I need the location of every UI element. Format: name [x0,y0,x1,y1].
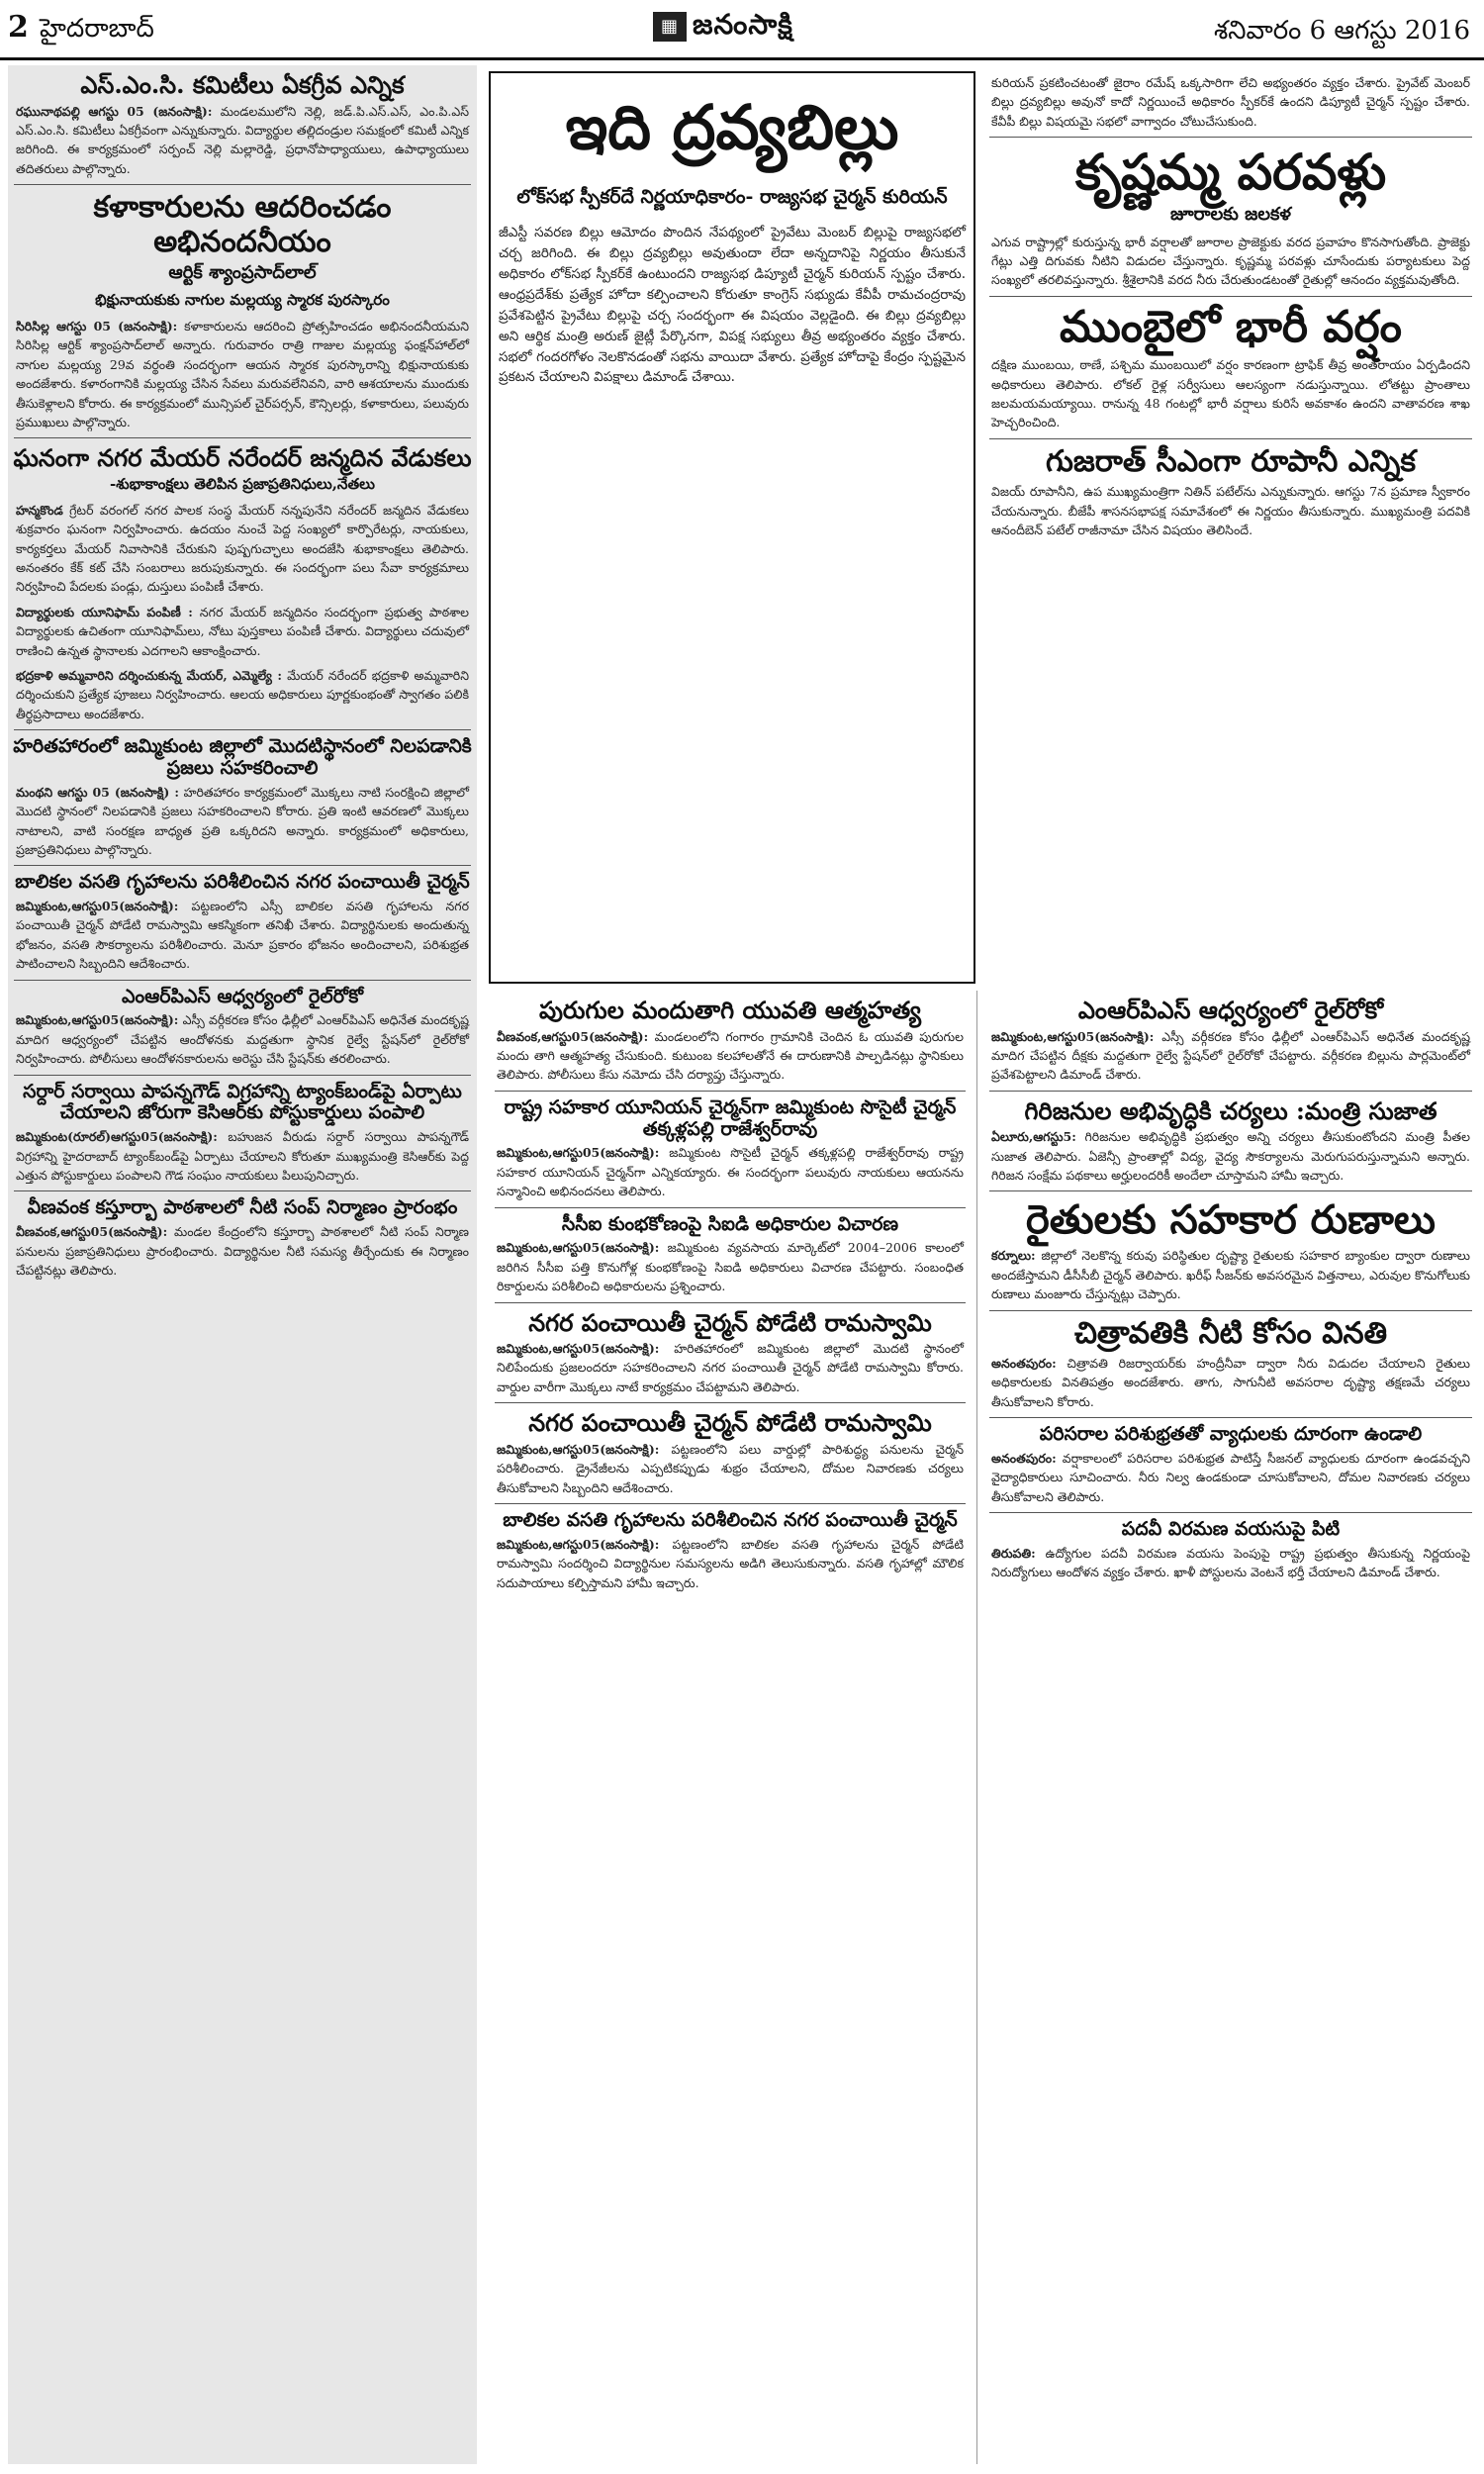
divider [495,1302,966,1303]
article-body [497,1440,964,1497]
headline: రైతులకు సహకార రుణాలు [1025,1196,1437,1244]
page-number: 2 [8,10,29,45]
article-body [497,1027,964,1085]
headline: వీణవంక కస్తూర్బా పాఠశాలలో నీటి సంప్‌ నిర్మాణం ప్రారంభం [27,1196,458,1219]
section-label: విద్యార్థులకు యూనిఫామ్‌ పంపిణీ : [16,604,193,619]
divider [14,1075,471,1076]
headline: నగర పంచాయితీ చైర్మన్‌ పోడేటి రామస్వామి [528,1408,932,1438]
headline: ఎంఆర్‌పిఎస్‌ ఆధ్వర్యంలో రైల్‌రోకో [1077,996,1384,1024]
article-body [16,1010,469,1068]
headline: నగర పంచాయితీ చైర్మన్‌ పోడేటి రామస్వామి [528,1307,932,1337]
divider [14,865,471,866]
headline: సర్దార్‌ సర్వాయి పాపన్నగౌడ్‌ విగ్రహాన్ని ట్యాంక్‌బండ్‌పై ఏర్పాటు చేయాలని జోరుగా కెసిఆర్‌కు పోస్టుకార్డులు పంపాలి [23,1080,462,1124]
article-text: దక్షిణ ముంబయి, ఠాణే, పశ్చిమ ముంబయిలో వర్షం కారణంగా ట్రాఫిక్‌ తీవ్ర అంతరాయం ఏర్పడిందని అధికారులు తెలిపారు. లోకల్‌ రైళ్ల సర్వీసులు ఆలస్యంగా నడుస్తున్నాయి. లోతట్టు ప్రాంతాలు జలమయమయ్యాయి. రానున్న 48 గంటల్లో భారీ వర్షాలు కురిసే అవకాశం ఉందని వాతావరణ శాఖ హెచ్చరించింది. [991,357,1470,430]
divider [14,184,471,185]
article-text: ఉద్యోగుల పదవీ విరమణ వయసు పెంపుపై రాష్ట్ర ప్రభుత్వం తీసుకున్న నిర్ణయంపై నిరుద్యోగులు ఆందోళన వ్యక్తం చేశారు. ఖాళీ పోస్టులను వెంటనే భర్తీ చేయాలని డిమాండ్‌ చేశారు. [991,1546,1470,1580]
dateline: అనంతపురం: [991,1451,1057,1467]
divider [989,1417,1472,1418]
dateline: వీణవంక,ఆగస్టు05(జనంసాక్షి): [16,1224,168,1240]
top-right-column [983,65,1478,986]
article-text: హరితహారం కార్యక్రమంలో మొక్కలు నాటి సంరక్షించి జిల్లాలో మొదటి స్థానంలో నిలపడానికి ప్రజలు సహకరించాలని కోరారు. ప్రతి ఇంటి ఆవరణలో మొక్కలు నాటాలని, వాటి సంరక్షణ బాధ్యత ప్రతి ఒక్కరిదని అన్నారు. కార్యక్రమంలో అధికారులు, ప్రజాప్రతినిధులు పాల్గొన్నారు. [16,784,470,857]
section-label: భద్రకాళి అమ్మవారిని దర్శించుకున్న మేయర్‌, ఎమ్మెల్యే : [16,667,282,683]
subhead: ఆర్టిక్‌ శ్యాంప్రసాద్‌లాల్‌ [168,262,317,284]
divider [989,137,1472,138]
dateline: జమ్మికుంట,ఆగస్టు05(జనంసాక్షి): [497,1145,660,1161]
headline: ముంబైలో భారీ వర్షం [1060,301,1402,352]
page-city: హైదరాబాద్ [40,14,154,44]
headline: పురుగుల మందుతాగి యువతి ఆత్మహత్య [538,996,922,1024]
article-text: వర్షాకాలంలో పరిసరాల పరిశుభ్రత పాటిస్తే సీజనల్‌ వ్యాధులకు దూరంగా ఉండవచ్చని వైద్యాధికారులు సూచించారు. నీరు నిల్వ ఉండకుండా చూసుకోవాలని, దోమల నివారణకు చర్యలు తీసుకోవాలని తెలిపారు. [991,1451,1470,1504]
headline: కళాకారులను ఆదరించడం అభినందనీయం [93,190,392,259]
headline: ఎంఆర్‌పిఎస్‌ ఆధ్వర్యంలో రైల్‌రోకో [121,985,364,1007]
dateline: అనంతపురం: [991,1356,1057,1372]
divider [14,980,471,981]
dateline: హన్మకొండ [16,502,63,518]
article-text: ఎస్సీ వర్గీకరణ కోసం ఢిల్లీలో ఎంఆర్‌పిఎస్‌ అధినేత మందకృష్ణ మాదిగ ఆధ్వర్యంలో చేపట్టిన ఆందోళనకు మద్దతుగా స్థానిక రైల్వే స్టేషన్‌లో రైల్‌రోకో నిర్వహించారు. పోలీసులు ఆందోళనకారులను అరెస్టు చేసి స్టేషన్‌కు తరలించారు. [16,1012,469,1067]
article-body [991,1127,1470,1185]
masthead [0,0,1484,69]
subhead: భిక్షునాయకుకు నాగుల మల్లయ్య స్మారక పురస్కారం [95,291,390,310]
dateline: రఘునాథపల్లి ఆగస్టు 05 (జనంసాక్షి): [16,103,213,119]
article-text: జమ్మికుంట సొసైటీ చైర్మన్‌ తక్కళ్లపల్లి రాజేశ్వర్‌రావు రాష్ట్ర సహకార యూనియన్‌ చైర్మన్‌గా ఎన్నికయ్యారు. ఈ సందర్భంగా పలువురు నాయకులు ఆయనను సన్మానించి అభినందనలు తెలిపారు. [497,1145,964,1199]
column-divider [976,991,977,2464]
middle-column [489,991,972,2464]
article-body [16,666,469,723]
article-body [497,1143,964,1200]
dateline: జమ్మికుంట,ఆగస్టు05(జనంసాక్షి): [991,1028,1155,1044]
article-body [16,501,469,597]
dateline: జమ్మికుంట,ఆగస్టు05(జనంసాక్షి): [497,1441,660,1457]
article-text: ఎస్సీ వర్గీకరణ కోసం ఢిల్లీలో ఎంఆర్‌పిఎస్‌ అధినేత మందకృష్ణ మాదిగ చేపట్టిన దీక్షకు మద్దతుగా రైల్వే స్టేషన్‌లో రైల్‌రోకో చేపట్టారు. వర్గీకరణ బిల్లును పార్లమెంట్‌లో ప్రవేశపెట్టాలని డిమాండ్‌ చేశారు. [991,1028,1470,1083]
divider [989,1512,1472,1513]
article-text: మేయర్‌ నరేందర్‌ భద్రకాళి అమ్మవారిని దర్శించుకుని ప్రత్యేక పూజలు నిర్వహించారు. ఆలయ అధికారులు పూర్ణకుంభంతో స్వాగతం పలికి తీర్థప్రసాదాలు అందజేశారు. [16,667,469,721]
dateline: జమ్మికుంట,ఆగస్టు05(జనంసాక్షి): [16,899,179,914]
headline: చిత్రావతికి నీటి కోసం వినతి [1073,1315,1388,1351]
article-text: మండలంలోని గంగారం గ్రామానికి చెందిన ఓ యువతి పురుగుల మందు తాగి ఆత్మహత్య చేసుకుంది. కుటుంబ కలహాలతోనే ఈ దారుణానికి పాల్పడినట్లు స్థానికులు తెలిపారు. పోలీసులు కేసు నమోదు చేసి దర్యాప్తు చేస్తున్నారు. [497,1028,964,1083]
headline: ఎస్‌.ఎం.సి. కమిటీలు ఏకగ్రీవ ఎన్నిక [80,70,405,99]
article-body [991,1027,1470,1085]
divider [495,1091,966,1092]
dateline: జమ్మికుంట,ఆగస్టు05(జనంసాక్షి): [16,1012,179,1028]
article-text: కళాకారులను ఆదరించి ప్రోత్సహించడం అభినందనీయమని సిరిసిల్ల ఆర్టిక్‌ శ్యాంప్రసాద్‌లాల్‌ అన్నారు. గురువారం రాత్రి గాజుల మల్లయ్య ఫంక్షన్‌హాల్‌లో నాగుల మల్లయ్య 29వ వర్థంతి సందర్భంగా ఆయన స్మారక పురస్కారాన్ని భిక్షునాయకుకు అందజేశారు. కళారంగానికి మల్లయ్య చేసిన సేవలు మరువలేనివని, వారి ఆశయాలను ముందుకు తీసుకెళ్లాలని కోరారు. ఈ కార్యక్రమంలో మున్సిపల్‌ చైర్‌పర్సన్‌, కౌన్సిలర్లు, కళాకారులు, పలువురు ప్రముఖులు పాల్గొన్నారు. [16,319,470,429]
article-text: పట్టణంలోని పలు వార్డుల్లో పారిశుద్ధ్య పనులను చైర్మన్‌ పరిశీలించారు. డ్రైనేజీలను ఎప్పటికప్పుడు శుభ్రం చేయాలని, దోమల నివారణకు చర్యలు తీసుకోవాలని సిబ్బందిని ఆదేశించారు. [497,1441,964,1495]
headline: గిరిజనుల అభివృద్ధికి చర్యలు :మంత్రి సుజాత [1024,1095,1438,1125]
headline: కృష్ణమ్మ పరవళ్లు [1074,143,1387,202]
lead-subhead: లోక్‌సభ స్పీకర్‌దే నిర్ణయాధికారం- రాజ్యసభ చైర్మన్‌ కురియన్‌ [516,186,948,208]
newspaper-logo [653,8,793,48]
dateline: జమ్మికుంట,ఆగస్టు05(జనంసాక్షి): [497,1341,660,1357]
headline: హరితహారంలో జమ్మికుంట జిల్లాలో మొదటిస్థానంలో నిలపడానికి ప్రజలు సహకరించాలి [13,735,472,779]
article-text: హరితహారంలో జమ్మికుంట జిల్లాలో మొదటి స్థానంలో నిలిపేందుకు ప్రజలందరూ సహకరించాలని నగర పంచాయితీ చైర్మన్‌ పోడేటి రామస్వామి కోరారు. వార్డుల వారీగా మొక్కలు నాటే కార్యక్రమం చేపట్టామని తెలిపారు. [497,1341,964,1394]
headline: పరిసరాల పరిశుభ్రతతో వ్యాధులకు దూరంగా ఉండాలి [1039,1423,1423,1446]
dateline: జమ్మికుంట,ఆగస్టు05(జనంసాక్షి): [497,1536,660,1552]
headline: ఘనంగా నగర మేయర్‌ నరేందర్‌ జన్మదిన వేడుకలు [13,443,472,473]
article-body [16,897,469,974]
left-column [8,65,477,2464]
dateline: సిరిసిల్ల ఆగస్టు 05 (జనంసాక్షి): [16,319,178,334]
article-body [16,1222,469,1280]
article-text: బహుజన వీరుడు సర్దార్‌ సర్వాయి పాపన్నగౌడ్‌ విగ్రహాన్ని హైదరాబాద్‌ ట్యాంక్‌బండ్‌పై ఏర్పాటు చేయాలని కోరుతూ ముఖ్యమంత్రి కెసిఆర్‌కు పెద్ద ఎత్తున పోస్టుకార్డులు పంపాలని గౌడ సంఘం నాయకులు పిలుపునిచ్చారు. [16,1129,469,1183]
article-body [16,317,469,431]
article-text: మండల కేంద్రంలోని కస్తూర్బా పాఠశాలలో నీటి సంప్‌ నిర్మాణ పనులను ప్రజాప్రతినిధులు ప్రారంభించారు. విద్యార్థినుల నీటి సమస్య తీర్చేందుకు ఈ నిర్మాణం చేపట్టినట్లు తెలిపారు. [16,1224,469,1278]
dateline: జమ్మికుంట,ఆగస్టు05(జనంసాక్షి): [497,1240,660,1256]
divider [989,438,1472,439]
right-column [983,991,1478,2464]
dateline: మంథని ఆగస్టు 05 (జనంసాక్షి) : [16,784,179,800]
article-body [16,603,469,660]
article-body [991,1246,1470,1303]
issue-date: శనివారం 6 ఆగస్టు 2016 [1213,16,1470,46]
dateline: ఏలూరు,ఆగస్టు5: [991,1129,1076,1145]
dateline: జమ్మికుంట(రూరల్‌)ఆగస్టు05(జనంసాక్షి): [16,1129,218,1145]
article-text: చిత్రావతి రిజర్వాయర్‌కు హంద్రీనీవా ద్వారా నీరు విడుదల చేయాలని రైతులు అధికారులకు వినతిపత్రం అందజేశారు. తాగు, సాగునీటి అవసరాల దృష్ట్యా తక్షణమే చర్యలు తీసుకోవాలని కోరారు. [991,1356,1470,1409]
main-area [489,65,1478,2464]
article-text: గ్రేటర్‌ వరంగల్‌ నగర పాలక సంస్థ మేయర్‌ నన్నపునేని నరేందర్‌ జన్మదిన వేడుకలు శుక్రవారం ఘనంగా నిర్వహించారు. ఉదయం నుంచే పెద్ద సంఖ్యలో కార్పొరేటర్లు, నాయకులు, కార్యకర్తలు మేయర్‌ నివాసానికి చేరుకుని పుష్పగుచ్ఛాలు అందజేసి శుభాకాంక్షలు తెలిపారు. అనంతరం కేక్‌ కట్‌ చేసి సంబరాలు జరుపుకున్నారు. ఈ సందర్భంగా పలు సేవా కార్యక్రమాలు నిర్వహించి పేదలకు పండ్లు, దుస్తులు పంపిణీ చేశారు. [16,502,469,595]
article-body [497,1535,964,1592]
masthead-rule [0,57,1484,60]
divider [989,1091,1472,1092]
article-body [497,1238,964,1295]
article-text: పట్టణంలోని బాలికల వసతి గృహాలను చైర్మన్‌ పోడేటి రామస్వామి సందర్శించి విద్యార్థినుల సమస్యలను అడిగి తెలుసుకున్నారు. వసతి గృహాల్లో మౌలిక సదుపాయాలు కల్పిస్తామని హామీ ఇచ్చారు. [497,1536,964,1590]
logo-text: జనంసాక్షి [693,8,793,41]
article-body [16,1127,469,1185]
continued-text: కురియన్‌ ప్రకటించటంతో జైరాం రమేష్‌ ఒక్కసారిగా లేచి అభ్యంతరం వ్యక్తం చేశారు. ప్రైవేట్‌ మెంబర్‌ బిల్లు ద్రవ్యబిల్లు అవునో కాదో నిర్ణయించే అధికారం స్పీకర్‌కే ఉందని డిప్యూటీ చైర్మన్‌ స్పష్టం చేశారు. కేవీపీ బిల్లు విషయమై సభలో వాగ్వాదం చోటుచేసుకుంది. [991,75,1470,129]
headline: బాలికల వసతి గృహాలను పరిశీలించిన నగర పంచాయితీ చైర్మన్‌ [15,871,470,894]
headline: గుజరాత్‌ సీఎంగా రూపానీ ఎన్నిక [1045,443,1417,479]
subhead: జూరాలకు జలకళ [1169,203,1292,225]
article-body [991,1449,1470,1506]
article-body [16,102,469,179]
article-text: జిల్లాలో నెలకొన్న కరువు పరిస్థితుల దృష్ట్యా రైతులకు సహకార బ్యాంకుల ద్వారా రుణాలు అందజేస్తామని డీసీసీబీ చైర్మన్‌ తెలిపారు. ఖరీఫ్‌ సీజన్‌కు అవసరమైన విత్తనాలు, ఎరువుల కొనుగోలుకు రుణాలు మంజూరు చేస్తున్నట్లు చెప్పారు. [991,1248,1471,1302]
lead-headline: ఇది ద్రవ్యబిల్లు [565,91,899,163]
article-text: పట్టణంలోని ఎస్సీ బాలికల వసతి గృహాలను నగర పంచాయితీ చైర్మన్‌ పోడేటి రామస్వామి ఆకస్మికంగా తనిఖీ చేశారు. విద్యార్థినులకు అందుతున్న భోజనం, వసతి సౌకర్యాలను పరిశీలించారు. మెనూ ప్రకారం భోజనం అందించాలని, పరిశుభ్రత పాటించాలని సిబ్బందిని ఆదేశించారు. [16,899,469,972]
article-text: గిరిజనుల అభివృద్ధికి ప్రభుత్వం అన్ని చర్యలు తీసుకుంటోందని మంత్రి పీతల సుజాత తెలిపారు. ఏజెన్సీ ప్రాంతాల్లో విద్య, వైద్య సౌకర్యాలను మెరుగుపరుస్తున్నామని అన్నారు. గిరిజన సంక్షేమ పథకాలు అర్హులందరికీ అందేలా చూస్తామని హామీ ఇచ్చారు. [991,1129,1470,1184]
article-body [991,1544,1470,1582]
divider [14,729,471,730]
logo-icon: ▦ [653,12,687,42]
article-body [16,783,469,860]
headline: బాలికల వసతి గృహాలను పరిశీలించిన నగర పంచాయితీ చైర్మన్‌ [503,1508,958,1531]
article-text: జమ్మికుంట వ్యవసాయ మార్కెట్‌లో 2004–2006 కాలంలో జరిగిన సీసీఐ పత్తి కొనుగోళ్ల కుంభకోణంపై సిఐడి అధికారులు విచారణ చేపట్టారు. సంబంధిత రికార్డులను పరిశీలించి అధికారులను ప్రశ్నించారు. [497,1240,964,1294]
divider [14,1190,471,1191]
divider [989,1190,1472,1191]
divider [14,437,471,438]
article-text: విజయ్‌ రూపానీని, ఉప ముఖ్యమంత్రిగా నితిన్‌ పటేల్‌ను ఎన్నుకున్నారు. ఆగస్టు 7న ప్రమాణ స్వీకారం చేయనున్నారు. బీజేపీ శాసనసభాపక్ష సమావేశంలో ఈ నిర్ణయం తీసుకున్నారు. ముఖ్యమంత్రి పదవికి ఆనందీబెన్‌ పటేల్‌ రాజీనామా చేసిన విషయం తెలిసిందే. [991,484,1470,538]
subhead: -శుభాకాంక్షలు తెలిపిన ప్రజాప్రతినిధులు,నేతలు [110,474,375,493]
dateline: కర్నూలు: [991,1248,1036,1264]
article-text: మండలములోని నెల్లి, జడ్‌.పి.ఎస్‌.ఎస్‌, ఎం.పి.ఎస్‌ ఎస్‌.ఎం.సి. కమిటీలు ఏకగ్రీవంగా ఎన్నుకున్నారు. విద్యార్థుల తల్లిదండ్రుల సమక్షంలో కమిటీ ఎన్నిక జరిగింది. ఈ కార్యక్రమంలో సర్పంచ్‌ నెల్లి మల్లారెడ్డి, ప్రధానోపాధ్యాయులు, ఉపాధ్యాయులు తదితరులు పాల్గొన్నారు. [16,103,469,176]
article-text: ఎగువ రాష్ట్రాల్లో కురుస్తున్న భారీ వర్షాలతో జూరాల ప్రాజెక్టుకు వరద ప్రవాహం కొనసాగుతోంది. ప్రాజెక్టు గేట్లు ఎత్తి దిగువకు నీటిని విడుదల చేస్తున్నారు. కృష్ణమ్మ పరవళ్లు చూసేందుకు పర్యాటకులు పెద్ద సంఖ్యలో తరలివస్తున్నారు. శ్రీశైలానికి వరద నీరు చేరుతుండటంతో రైతుల్లో ఆనందం వ్యక్తమవుతోంది. [991,234,1470,288]
headline: పదవీ విరమణ వయసుపై పిటి [1121,1518,1341,1541]
headline: రాష్ట్ర సహకార యూనియన్‌ చైర్మన్‌గా జమ్మికుంట సొసైటీ చైర్మన్‌ తక్కళ్లపల్లి రాజేశ్వర్‌రావు [504,1095,957,1140]
divider [495,1503,966,1504]
dateline: వీణవంక,ఆగస్టు05(జనంసాక్షి): [497,1028,649,1044]
divider [989,296,1472,297]
article-text: నగర మేయర్‌ జన్మదినం సందర్భంగా ప్రభుత్వ పాఠశాల విద్యార్థులకు ఉచితంగా యూనిఫామ్‌లు, నోటు పుస్తకాలు పంపిణీ చేశారు. విద్యార్థులు చదువులో రాణించి ఉన్నత స్థానాలకు ఎదగాలని ఆకాంక్షించారు. [16,604,469,658]
dateline: తిరుపతి: [991,1546,1036,1561]
lead-story-box [489,71,975,984]
divider [495,1402,966,1403]
divider [989,1310,1472,1311]
headline: సీసీఐ కుంభకోణంపై సిఐడి అధికారుల విచారణ [561,1212,899,1235]
divider [495,1207,966,1208]
article-body [497,1339,964,1396]
lead-body: జీఎస్టీ సవరణ బిల్లు ఆమోదం పొందిన నేపథ్యంలో ప్రైవేటు మెంబర్‌ బిల్లుపై రాజ్యసభలో చర్చ జరిగింది. ఈ బిల్లు ద్రవ్యబిల్లు అవుతుందా లేదా అన్నదానిపై నిర్ణయం తీసుకునే అధికారం లోక్‌సభ స్పీకర్‌కే ఉంటుందని రాజ్యసభ డిప్యూటీ చైర్మన్‌ కురియన్‌ స్పష్టం చేశారు. ఆంధ్రప్రదేశ్‌కు ప్రత్యేక హోదా కల్పించాలని కోరుతూ కాంగ్రెస్‌ సభ్యుడు కేవీపీ రామచంద్రరావు ప్రవేశపెట్టిన ప్రైవేటు బిల్లుపై చర్చ సందర్భంగా ఈ విషయం వెల్లడైంది. ఈ బిల్లు ద్రవ్యబిల్లు అని ఆర్థిక మంత్రి అరుణ్‌ జైట్లీ పేర్కొనగా, విపక్ష సభ్యులు తీవ్ర అభ్యంతరం వ్యక్తం చేశారు. సభలో గందరగోళం నెలకొనడంతో సభను వాయిదా వేశారు. ప్రత్యేక హోదాపై కేంద్రం స్పష్టమైన ప్రకటన చేయాలని విపక్షాలు డిమాండ్‌ చేశాయి. [499,225,966,386]
article-body [991,1354,1470,1411]
